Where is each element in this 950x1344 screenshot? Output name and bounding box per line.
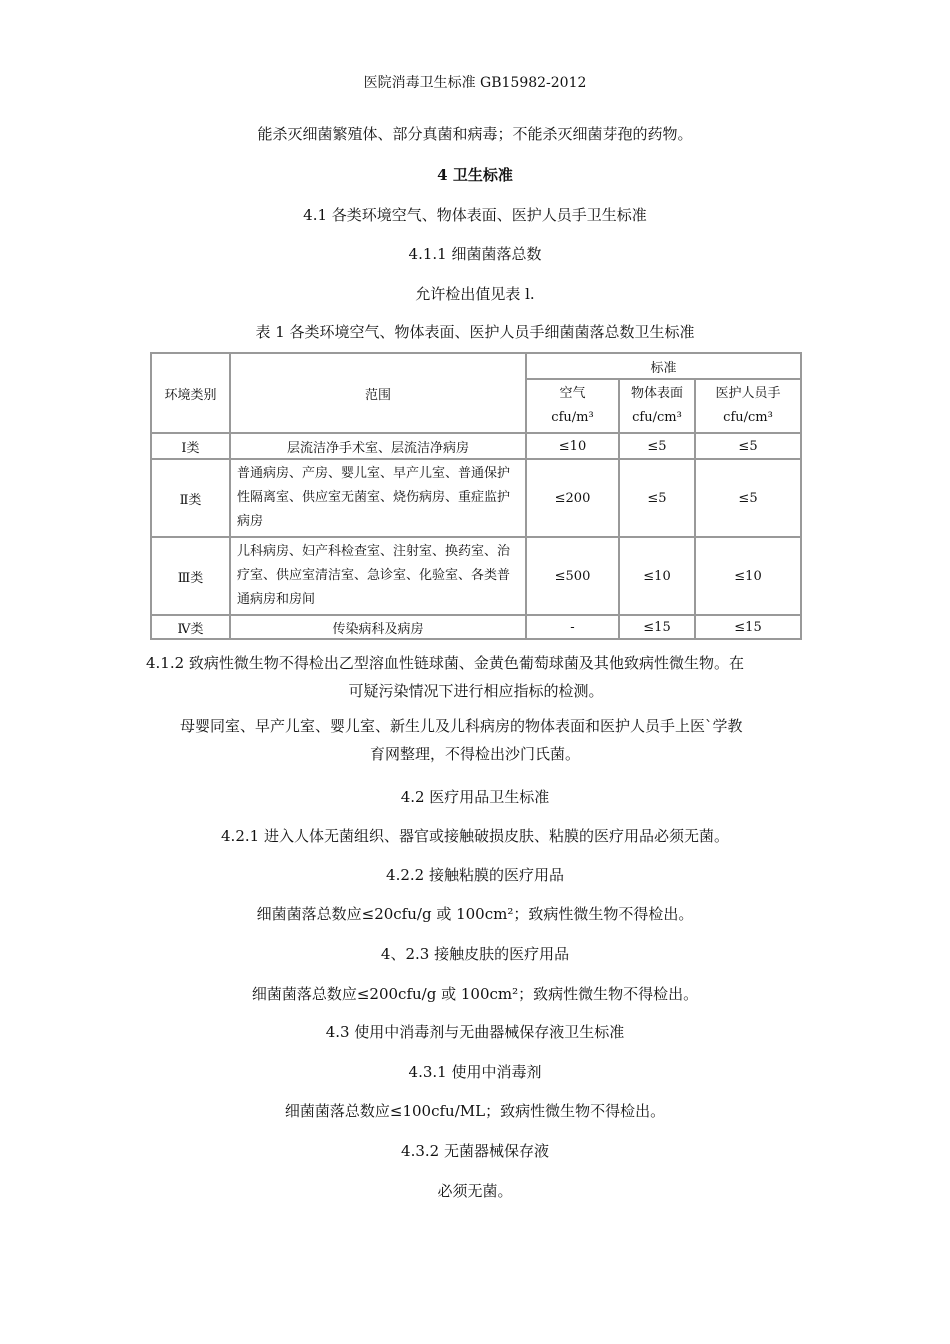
header-surface-unit: cfu/cm³ — [632, 410, 682, 425]
table-row — [151, 433, 801, 459]
header-surface-label: 物体表面 — [630, 386, 683, 401]
row-category: Ⅱ类 — [151, 459, 230, 537]
section-4-2-2-title: 4.2.2 接触粘膜的医疗用品 — [386, 866, 564, 884]
section-4-2-2-text: 细菌菌落总数应≤20cfu/g 或 100cm²；致病性微生物不得检出。 — [256, 905, 694, 923]
row-hand: ≤15 — [695, 615, 801, 639]
section-4-3-title: 4.3 使用中消毒剂与无曲器械保存液卫生标准 — [325, 1023, 625, 1041]
section-4-2-title: 4.2 医疗用品卫生标准 — [400, 788, 550, 806]
paragraph-mother-line-2: 育网整理，不得检出沙门氏菌。 — [369, 745, 580, 763]
section-4-3-2-text: 必须无菌。 — [437, 1182, 513, 1200]
header-hand — [695, 379, 801, 433]
row-air: ≤200 — [526, 459, 619, 537]
row-category: Ⅳ类 — [151, 615, 230, 639]
row-surface: ≤15 — [619, 615, 695, 639]
row-range: 传染病科及病房 — [230, 615, 526, 639]
section-4-3-1-title: 4.3.1 使用中消毒剂 — [408, 1063, 542, 1081]
table-caption: 表 1 各类环境空气、物体表面、医护人员手细菌菌落总数卫生标准 — [255, 323, 695, 341]
row-category: Ⅲ类 — [151, 537, 230, 615]
row-air: ≤500 — [526, 537, 619, 615]
header-air — [526, 379, 619, 433]
row-range: 层流洁净手术室、层流洁净病房 — [230, 433, 526, 459]
row-range: 儿科病房、妇产科检查室、注射室、换药室、治疗室、供应室清洁室、急诊室、化验室、各类普通病房和房间 — [230, 537, 526, 615]
table-row — [151, 537, 801, 615]
row-air: - — [526, 615, 619, 639]
allow-text: 允许检出值见表 l. — [415, 285, 535, 303]
section-4-3-2-title: 4.3.2 无菌器械保存液 — [401, 1142, 549, 1160]
table-row — [151, 459, 801, 537]
paragraph-mother-infant — [180, 712, 810, 768]
header-range: 范围 — [230, 353, 526, 433]
section-4-3-1-text: 细菌菌落总数应≤100cfu/ML；致病性微生物不得检出。 — [284, 1102, 666, 1120]
header-hand-label: 医护人员手 — [715, 386, 781, 401]
header-standard: 标准 — [526, 353, 801, 379]
row-hand: ≤10 — [695, 537, 801, 615]
row-air: ≤10 — [526, 433, 619, 459]
paragraph-4-1-2-line-2: 可疑污染情况下进行相应指标的检测。 — [348, 682, 604, 700]
row-range: 普通病房、产房、婴儿室、早产儿室、普通保护性隔离室、供应室无菌室、烧伤病房、重症监护病房 — [230, 459, 526, 537]
header-env-category: 环境类别 — [151, 353, 230, 433]
row-surface: ≤5 — [619, 433, 695, 459]
row-hand: ≤5 — [695, 459, 801, 537]
section-4-2-1: 4.2.1 进入人体无菌组织、器官或接触破损皮肤、粘膜的医疗用品必须无菌。 — [221, 827, 729, 845]
paragraph-mother-line-1: 母婴同室、早产儿室、婴儿室、新生儿及儿科病房的物体表面和医护人员手上医`学教 — [180, 717, 743, 735]
paragraph-4-1-2-line-1: 4.1.2 致病性微生物不得检出乙型溶血性链球菌、金黄色葡萄球菌及其他致病性微生物。在 — [146, 654, 744, 672]
section-4-1-1-title: 4.1.1 细菌菌落总数 — [408, 245, 542, 263]
section-4-2-3-title: 4、2.3 接触皮肤的医疗用品 — [380, 945, 570, 963]
intro-line: 能杀灭细菌繁殖体、部分真菌和病毒；不能杀灭细菌芽孢的药物。 — [257, 125, 693, 143]
row-hand: ≤5 — [695, 433, 801, 459]
row-surface: ≤10 — [619, 537, 695, 615]
document-header: 医院消毒卫生标准 GB15982-2012 — [363, 75, 587, 91]
header-air-label: 空气 — [559, 386, 586, 401]
header-hand-unit: cfu/cm³ — [723, 410, 773, 425]
header-surface — [619, 379, 695, 433]
table-row — [151, 615, 801, 639]
section-4-2-3-text: 细菌菌落总数应≤200cfu/g 或 100cm²；致病性微生物不得检出。 — [251, 985, 699, 1003]
header-air-unit: cfu/m³ — [551, 410, 594, 425]
row-surface: ≤5 — [619, 459, 695, 537]
row-category: Ⅰ类 — [151, 433, 230, 459]
standards-table — [150, 352, 802, 640]
section-4-title: 4 卫生标准 — [437, 166, 513, 184]
section-4-1-title: 4.1 各类环境空气、物体表面、医护人员手卫生标准 — [303, 206, 647, 224]
paragraph-4-1-2 — [146, 649, 826, 705]
